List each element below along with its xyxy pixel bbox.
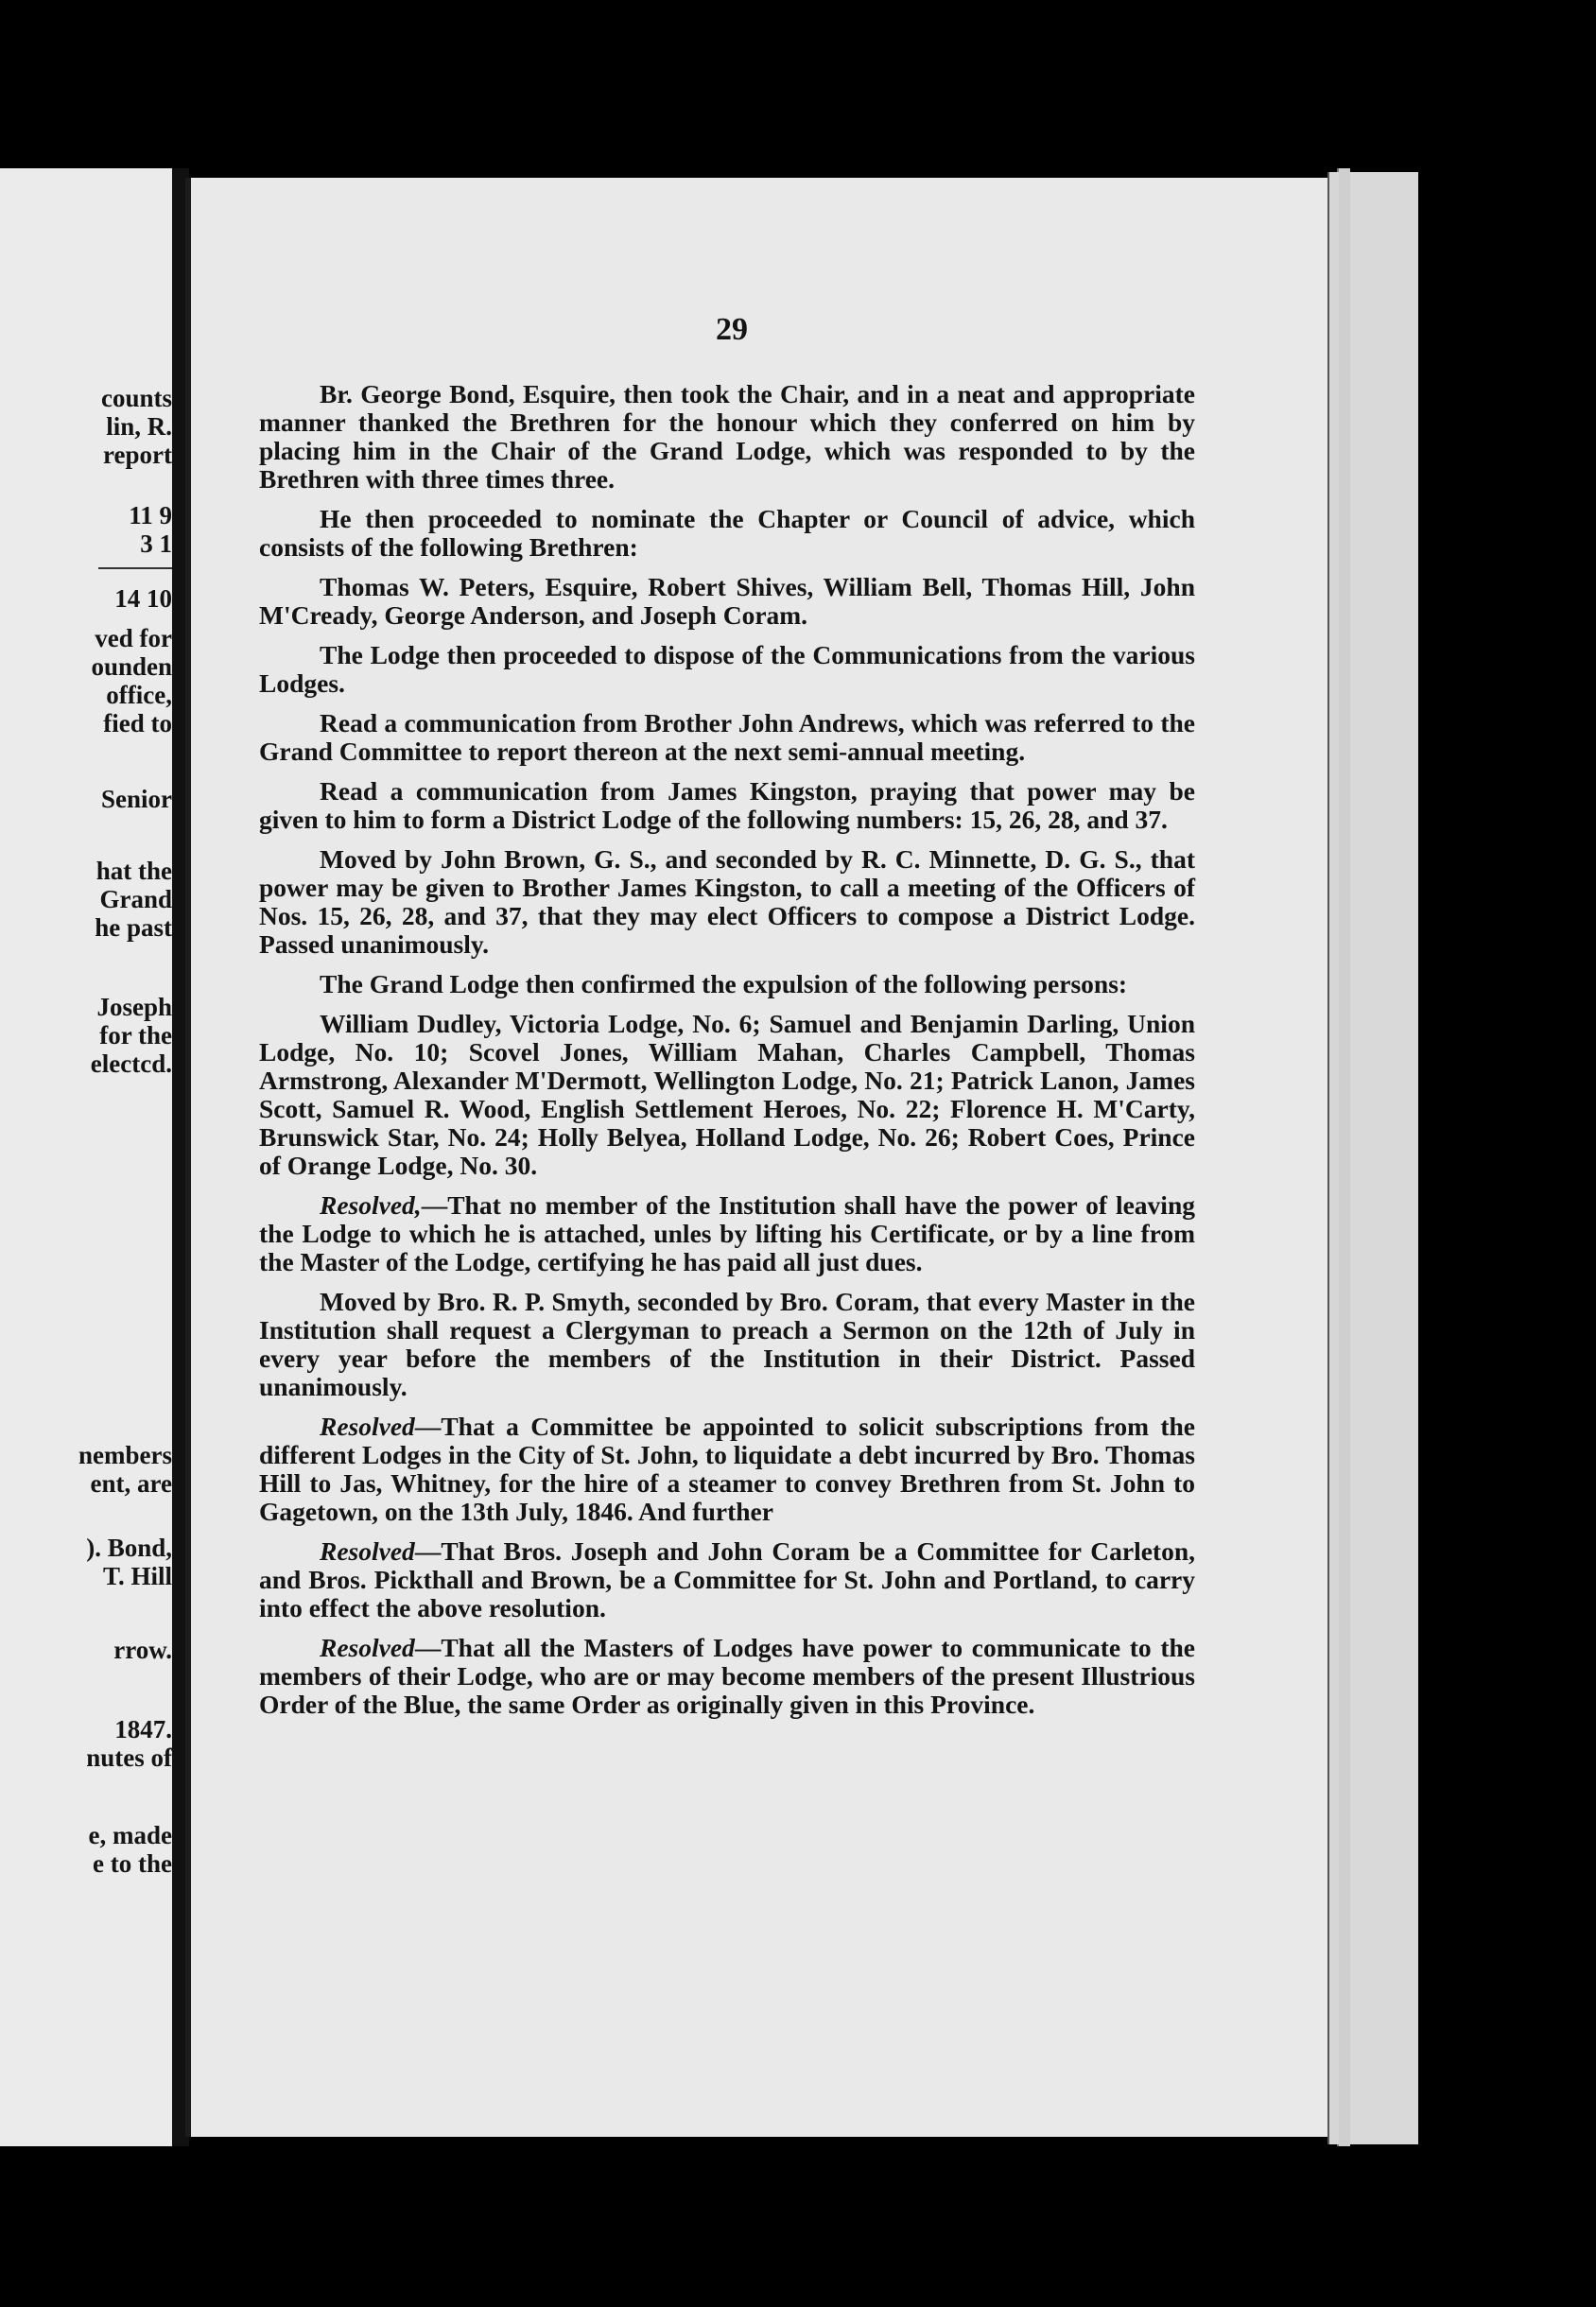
page-number: 29 [716,312,748,347]
resolution-paragraph: Resolved,—That no member of the Institution shall have the power of leaving the Lodge to which he is attached, unles by lifting his Certificate, or by a line from the Master of the Lodge, certifying he has paid all just dues. [259,1190,1195,1276]
left-page-fragment: ounden [91,652,172,681]
page-body [259,380,1195,1730]
resolution-paragraph: Resolved—That all the Masters of Lodges have power to communicate to the members of their Lodge, who are or may become members of the present Illustrious Order of the Blue, the same Order as originally given in this Province. [259,1633,1195,1719]
left-page-fragment: 1847. [114,1715,172,1743]
page-edge [1337,168,1350,2146]
paragraph: Read a communication from James Kingston, praying that power may be given to him to form a District Lodge of the following numbers: 15, 26, 28, and 37. [259,776,1195,834]
left-page-fragment: nembers [78,1441,172,1469]
left-page-fragment: rrow. [113,1636,172,1664]
left-page-fragment: ). Bond, [86,1534,172,1562]
paragraph: William Dudley, Victoria Lodge, No. 6; Samuel and Benjamin Darling, Union Lodge, No. 10; Scovel Jones, William Mahan, Charles Campbell, Thomas Armstrong, Alexander M'Dermott, Wellington Lodge, No. 21; Patrick Lanon, James Scott, Samuel R. Wood, English Settlement Heroes, No. 22; Florence H. M'Carty, Brunswick Star, No. 24; Holly Belyea, Holland Lodge, No. 26; Robert Coes, Prince of Orange Lodge, No. 30. [259,1009,1195,1180]
left-page [0,168,182,2146]
left-page-fragment: hat the [95,857,172,885]
left-page-fragment: Joseph [96,993,172,1021]
left-page-fragment: electcd. [90,1049,172,1078]
resolution-paragraph: Resolved—That a Committee be appointed to solicit subscriptions from the different Lodges in the City of St. John, to liquidate a debt incurred by Bro. Thomas Hill to Jas, Whitney, for the hire of a steamer to convey Brethren from St. John to Gagetown, on the 13th July, 1846. And further [259,1412,1195,1526]
paragraph: The Lodge then proceeded to dispose of the Communications from the various Lodges. [259,640,1195,698]
paragraph: He then proceeded to nominate the Chapter or Council of advice, which consists of the following Brethren: [259,504,1195,562]
paragraph: Br. George Bond, Esquire, then took the Chair, and in a neat and appropriate manner thanked the Brethren for the honour which they conferred on him by placing him in the Chair of the Grand Lodge, which was responded to by the Brethren with three times three. [259,379,1195,494]
paragraph: Moved by John Brown, G. S., and seconded by R. C. Minnette, D. G. S., that power may be given to Brother James Kingston, to call a meeting of the Officers of Nos. 15, 26, 28, and 37, that they may elect Officers to compose a District Lodge. Passed unanimously. [259,844,1195,959]
left-page-fragment: counts [100,384,172,412]
paragraph: Read a communication from Brother John Andrews, which was referred to the Grand Committee to report thereon at the next semi-annual meeting. [259,708,1195,766]
left-page-fragment: 11 9 [129,501,172,529]
page-edge [1348,172,1418,2144]
resolution-paragraph: Resolved—That Bros. Joseph and John Coram be a Committee for Carleton, and Bros. Pickthall and Brown, be a Committee for St. John and Portland, to carry into effect the above resolution. [259,1536,1195,1622]
left-page-fragment: e, made [88,1821,172,1849]
left-page-fragment: T. Hill [102,1562,172,1590]
left-page-fragment: fied to [103,709,172,737]
left-page-fragment: nutes of [86,1743,172,1772]
left-page-fragment: 14 10 [114,584,172,613]
left-page-fragment: e to the [93,1849,172,1878]
page-edge [1327,172,1339,2144]
left-page-fragment: 3 1 [140,529,172,558]
paragraph: The Grand Lodge then confirmed the expulsion of the following persons: [320,969,1128,998]
left-page-fragment: report [103,441,172,469]
left-page-fragment: ved for [95,624,172,652]
left-page-fragment: ent, are [90,1469,172,1498]
left-page-fragment: lin, R. [106,412,172,441]
paragraph: Moved by Bro. R. P. Smyth, seconded by Bro. Coram, that every Master in the Institution shall request a Clergyman to preach a Sermon on the 12th of July in every year before the members of the Institution in their District. Passed unanimously. [259,1287,1195,1401]
paragraph: Thomas W. Peters, Esquire, Robert Shives, William Bell, Thomas Hill, John M'Cready, George Anderson, and Joseph Coram. [259,572,1195,630]
left-page-fragment: he past [95,913,172,942]
sum-rule [98,567,174,569]
left-page-fragment: Senior [100,785,172,813]
left-page-fragment: office, [106,681,172,709]
left-page-fragment: for the [99,1021,172,1049]
left-page-fragment: Grand [99,885,172,913]
